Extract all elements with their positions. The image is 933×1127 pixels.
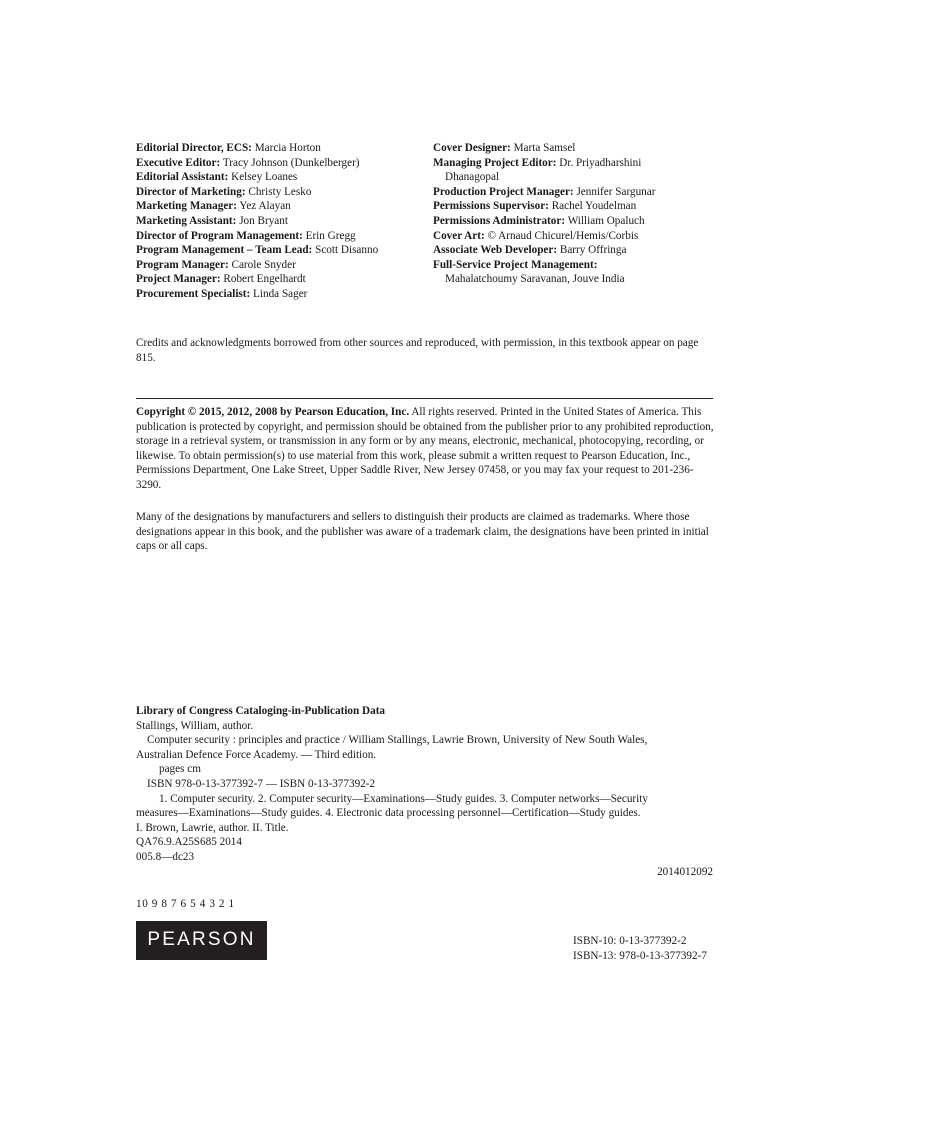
- credit-role: Program Management – Team Lead:: [136, 244, 313, 257]
- credit-name: Carole Snyder: [231, 258, 296, 271]
- credit-name: Dr. Priyadharshini: [559, 156, 642, 169]
- cataloging-title: Computer security : principles and practice / William Stallings, Lawrie Brown, University of New South Wales,: [147, 734, 648, 747]
- lccn-control-number: 2014012092: [657, 866, 713, 878]
- credit-name: Kelsey Loanes: [231, 171, 298, 184]
- credit-role: Director of Program Management:: [136, 229, 303, 242]
- credit-line: [136, 156, 426, 171]
- section-divider: [136, 398, 713, 399]
- credit-role: Marketing Assistant:: [136, 214, 237, 227]
- credit-role: Production Project Manager:: [433, 185, 574, 198]
- credit-line: [433, 258, 723, 273]
- credits-right-column: [433, 141, 723, 287]
- credit-name: Barry Offringa: [559, 244, 627, 257]
- credit-line: [136, 141, 426, 156]
- credit-name: Erin Gregg: [305, 229, 356, 242]
- credit-line: [433, 199, 723, 214]
- credit-line: [136, 272, 426, 287]
- credit-line: [136, 243, 426, 258]
- credit-name: Rachel Youdelman: [551, 200, 637, 213]
- credit-role: Full-Service Project Management:: [433, 258, 598, 271]
- cataloging-dewey: 005.8—dc23: [136, 850, 195, 863]
- credit-name: Tracy Johnson (Dunkelberger): [222, 156, 360, 169]
- credit-line: [136, 258, 426, 273]
- cataloging-added-entries: I. Brown, Lawrie, author. II. Title.: [136, 821, 289, 834]
- credit-name: William Opaluch: [567, 214, 645, 227]
- credit-role: Managing Project Editor:: [433, 156, 557, 169]
- credit-role: Editorial Director, ECS:: [136, 142, 252, 154]
- credit-line: [433, 229, 723, 244]
- credit-line-continuation: Dhanagopal: [445, 171, 500, 184]
- credit-role: Program Manager:: [136, 258, 229, 271]
- credit-name: Robert Engelhardt: [223, 273, 306, 286]
- credit-name: Marta Samsel: [513, 142, 576, 154]
- credit-role: Marketing Manager:: [136, 200, 237, 213]
- credit-role: Permissions Administrator:: [433, 214, 566, 227]
- credit-role: Director of Marketing:: [136, 185, 246, 198]
- credit-line: [433, 243, 723, 258]
- logo-text: PEARSON: [147, 929, 256, 951]
- credit-role: Editorial Assistant:: [136, 171, 229, 184]
- credit-role: Permissions Supervisor:: [433, 200, 549, 213]
- acknowledgments-paragraph: Credits and acknowledgments borrowed from other sources and reproduced, with permission, in this textbook appear on page 815.: [136, 337, 699, 364]
- credit-role: Executive Editor:: [136, 156, 221, 169]
- credit-line-continuation: Mahalatchoumy Saravanan, Jouve India: [445, 273, 625, 286]
- credit-role: Project Manager:: [136, 273, 221, 286]
- trademark-paragraph: Many of the designations by manufacturers and sellers to distinguish their products are claimed as trademarks. Where those designations appear in this book, and the publisher was aware of a trademark claim, the designations have been printed in initial caps or all caps.: [136, 511, 709, 553]
- credits-left-column: [136, 141, 426, 302]
- isbn-block: [573, 934, 718, 963]
- credit-role: Associate Web Developer:: [433, 244, 558, 257]
- isbn-13: ISBN-13: 978-0-13-377392-7: [573, 949, 707, 962]
- printing-line: 10 9 8 7 6 5 4 3 2 1: [136, 898, 235, 910]
- credit-name: Jennifer Sargunar: [576, 185, 656, 198]
- credit-line: [433, 214, 723, 229]
- credit-role: Procurement Specialist:: [136, 287, 251, 300]
- cataloging-subjects-cont: measures—Examinations—Study guides. 4. Electronic data processing personnel—Certification—Study guides.: [136, 807, 641, 820]
- cataloging-heading: Library of Congress Cataloging-in-Publication Data: [136, 705, 386, 717]
- credit-role: Cover Designer:: [433, 142, 511, 154]
- credit-line: [433, 185, 723, 200]
- credit-name: Linda Sager: [253, 287, 308, 300]
- credit-line: [136, 214, 426, 229]
- cataloging-pages: pages cm: [159, 763, 201, 776]
- credit-line: [136, 199, 426, 214]
- cataloging-subjects: 1. Computer security. 2. Computer security—Examinations—Study guides. 3. Computer networks—Security: [159, 792, 648, 805]
- cataloging-isbns: ISBN 978-0-13-377392-7 — ISBN 0-13-377392-2: [147, 777, 376, 790]
- credit-line: [136, 229, 426, 244]
- cataloging-data: [136, 704, 716, 865]
- credit-line: [136, 287, 426, 302]
- credit-name: Yez Alayan: [239, 200, 291, 213]
- credit-name: Christy Lesko: [248, 185, 312, 198]
- copyright-heading: Copyright © 2015, 2012, 2008 by Pearson Education, Inc.: [136, 406, 410, 418]
- cataloging-author: Stallings, William, author.: [136, 719, 254, 732]
- copyright-body: All rights reserved. Printed in the United States of America. This publication is protected by copyright, and permission should be obtained from the publisher prior to any prohibited reproduction, storage in a retrieval system, or transmission in any form or by any means, electronic, mechanical, photocopying, recording, or likewise. To obtain permission(s) to use material from this work, please submit a written request to Pearson Education, Inc., Permissions Department, One Lake Street, Upper Saddle River, New Jersey 07458, or you may fax your request to 201-236-3290.: [136, 406, 714, 491]
- cataloging-call-number: QA76.9.A25S685 2014: [136, 836, 242, 849]
- credit-line: [433, 156, 723, 171]
- credit-line: [433, 141, 723, 156]
- credit-name: Jon Bryant: [239, 214, 288, 227]
- copyright-paragraph: [136, 405, 716, 493]
- credit-line: [136, 185, 426, 200]
- cataloging-title-cont: Australian Defence Force Academy. — Third edition.: [136, 748, 377, 761]
- credit-line: [136, 170, 426, 185]
- credit-role: Cover Art:: [433, 229, 485, 242]
- credit-name: © Arnaud Chicurel/Hemis/Corbis: [487, 229, 639, 242]
- pearson-logo: [136, 921, 267, 960]
- credit-name: Marcia Horton: [254, 142, 321, 154]
- isbn-10: ISBN-10: 0-13-377392-2: [573, 935, 687, 947]
- credit-name: Scott Disanno: [315, 244, 379, 257]
